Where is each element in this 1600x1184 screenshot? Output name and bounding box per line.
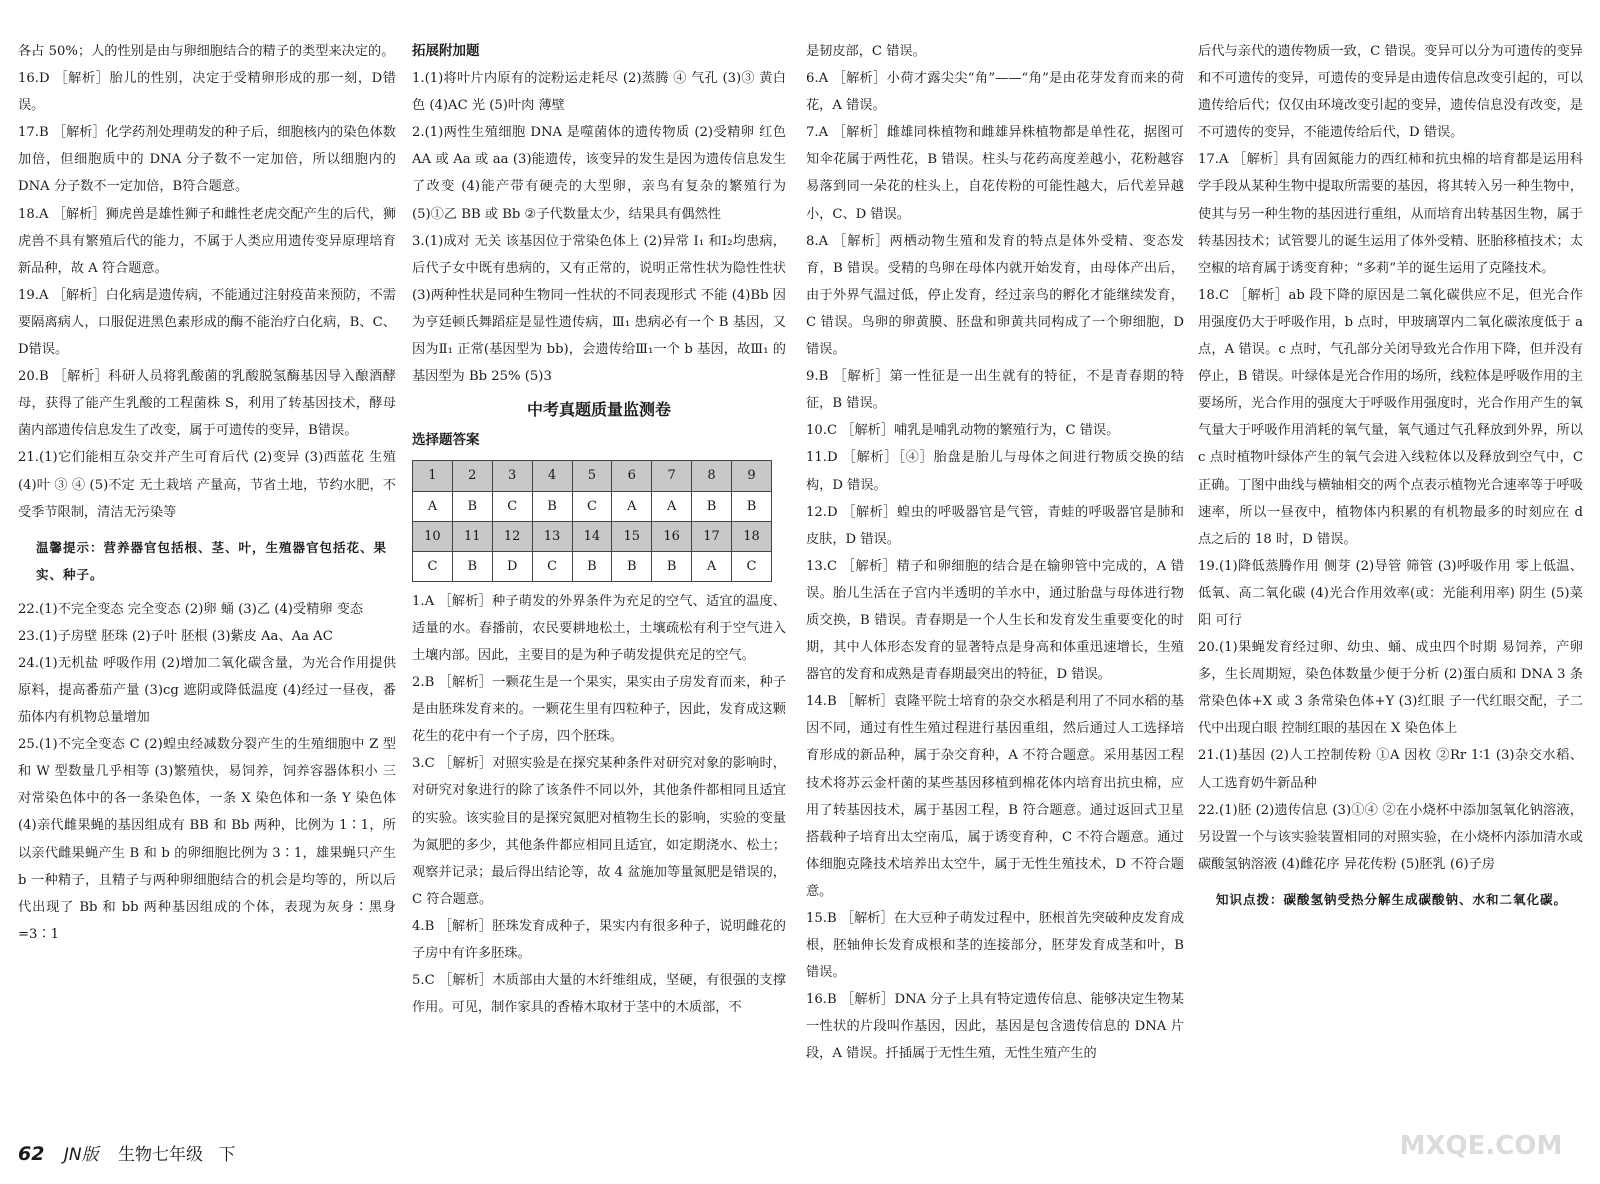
section-title: 拓展附加题 <box>412 43 480 59</box>
answer-paragraph: 6.A ［解析］小荷才露尖尖“角”——“角”是由花芽发育而来的荷花，A 错误。 <box>806 71 1184 114</box>
question-number: 13 <box>532 521 572 551</box>
answer-cell: B <box>612 551 652 581</box>
answer-paragraph: 1.(1)将叶片内原有的淀粉运走耗尽 (2)蒸腾 ④ 气孔 (3)③ 黄白色 (4)AC 光 (5)叶肉 薄壁 <box>412 71 786 114</box>
watermark-text: MXQE.COM <box>1399 1131 1563 1161</box>
answer-paragraph: 25.(1)不完全变态 C (2)蝗虫经减数分裂产生的生殖细胞中 Z 型和 W 型数量几乎相等 (3)繁殖快，易饲养，饲养容器体积小 三对常染色体中的各一条染色体，一条 X 染色体和一条 Y 染色体 (4)亲代雌果蝇的基因组成有 BB 和 Bb 两种，比例为 1∶1，所以亲代雌果蝇产生 B 和 b 的卵细胞比例为 3∶1，雄果蝇只产生 b 一种精子，且精子与两种卵细胞结合的机会是均等的，所以后代出现了 Bb 和 bb 两种基因组成的个体，表现为灰身∶黑身=3∶1 <box>18 737 396 942</box>
answer-paragraph: 3.C ［解析］对照实验是在探究某种条件对研究对象的影响时，对研究对象进行的除了该条件不同以外，其他条件都相同且适宜的实验。该实验目的是探究氮肥对植物生长的影响，实验的变量为氮肥的多少，其他条件都应相同且适宜，如定期浇水、松土；观察并记录；最后得出结论等，故 4 盆施加等量氮肥是错误的，C 符合题意。 <box>412 756 786 907</box>
edition-label: JN版 <box>63 1145 99 1165</box>
answer-paragraph: 17.B ［解析］化学药剂处理萌发的种子后，细胞核内的染色体数加倍，但细胞质中的 DNA 分子数不一定加倍，所以细胞内的 DNA 分子数不一定加倍，B符合题意。 <box>18 125 396 195</box>
column-3 <box>806 38 1184 1068</box>
answer-paragraph: 4.B ［解析］胚珠发育成种子，果实内有很多种子，说明雌花的子房中有许多胚珠。 <box>412 918 786 961</box>
answer-paragraph: 各占 50%；人的性别是由与卵细胞结合的精子的类型来决定的。 <box>18 44 395 59</box>
answer-cell: D <box>492 551 532 581</box>
answer-paragraph: 是韧皮部，C 错误。 <box>806 44 926 59</box>
column-4 <box>1198 38 1583 921</box>
answer-cell: C <box>492 491 532 521</box>
question-number: 14 <box>572 521 612 551</box>
answer-paragraph: 18.C ［解析］ab 段下降的原因是二氧化碳供应不足，但光合作用强度仍大于呼吸作用，b 点时，甲玻璃罩内二氧化碳浓度低于 a 点，A 错误。c 点时，气孔部分关闭导致光合作用下降，但并没有停止，B 错误。叶绿体是光合作用的场所，线粒体是呼吸作用的主要场所，光合作用的强度大于呼吸作用强度时，光合作用产生的氧气量大于呼吸作用消耗的氧气量，氧气通过气孔释放到外界，所以 c 点时植物叶绿体产生的氧气会进入线粒体以及释放到空气中，C 正确。丁图中曲线与横轴相交的两个点表示植物光合速率等于呼吸速率，所以一昼夜中，植物体内积累的有机物最多的时刻应在 d 点之后的 18 时，D 错误。 <box>1198 287 1583 547</box>
question-number: 6 <box>612 461 652 491</box>
answer-paragraph: 后代与亲代的遗传物质一致，C 错误。变异可以分为可遗传的变异和不可遗传的变异，可遗传的变异是由遗传信息改变引起的，可以遗传给后代；仅仅由环境改变引起的变异，遗传信息没有改变，是不可遗传的变异，不能遗传给后代，D 错误。 <box>1198 44 1583 141</box>
answer-paragraph: 19.(1)降低蒸腾作用 侧芽 (2)导管 筛管 (3)呼吸作用 零上低温、低氧、高二氧化碳 (4)光合作用效率(或：光能利用率) 阴生 (5)菜阳 可行 <box>1198 558 1583 628</box>
answer-paragraph: 1.A ［解析］种子萌发的外界条件为充足的空气、适宜的温度、适量的水。春播前，农民要耕地松土，土壤疏松有利于空气进入土壤内部。因此，主要目的是为种子萌发提供充足的空气。 <box>412 593 786 663</box>
page-number: 62 <box>18 1143 45 1165</box>
question-number: 12 <box>492 521 532 551</box>
answer-cell: C <box>732 551 772 581</box>
answer-paragraph: 22.(1)胚 (2)遗传信息 (3)①④ ②在小烧杯中添加氢氧化钠溶液，另设置一个与该实验装置相同的对照实验，在小烧杯内添加清水或碳酸氢钠溶液 (4)雌花序 异花传粉 (5)胚乳 (6)子房 <box>1198 802 1583 872</box>
answer-paragraph: 3.(1)成对 无关 该基因位于常染色体上 (2)异常 Ⅰ₁ 和Ⅰ₂均患病，后代子女中既有患病的，又有正常的，说明正常性状为隐性性状 (3)两种性状是同种生物同一性状的不同表现形式 不能 (4)Bb 因为亨廷顿氏舞蹈症是显性遗传病，Ⅲ₁ 患病必有一个 B 基因，又因为Ⅱ₁ 正常(基因型为 bb)，会遗传给Ⅲ₁一个 b 基因，故Ⅲ₁ 的基因型为 Bb 25% (5)3 <box>412 233 786 385</box>
answer-paragraph: 12.D ［解析］蝗虫的呼吸器官是气管，青蛙的呼吸器官是肺和皮肤，D 错误。 <box>806 504 1184 547</box>
answer-paragraph: 13.C ［解析］精子和卵细胞的结合是在输卵管中完成的，A 错误。胎儿生活在子宫内半透明的羊水中，通过胎盘与母体进行物质交换，B 错误。青春期是一个人生长和发育发生重要变化的时期，其中人体形态发育的显著特点是身高和体重迅速增长，生殖器官的发育和成熟是青春期最突出的特征，D 错误。 <box>806 558 1184 683</box>
answer-paragraph: 2.B ［解析］一颗花生是一个果实，果实由子房发育而来，种子是由胚珠发育来的。一颗花生里有四粒种子，因此，发育成这颗花生的花中有一个子房，四个胚珠。 <box>412 675 786 745</box>
question-number: 2 <box>452 461 492 491</box>
answer-paragraph: 20.(1)果蝇发育经过卵、幼虫、蛹、成虫四个时期 易饲养，产卵多，生长周期短，染色体数量少便于分析 (2)蛋白质和 DNA 3 条常染色体+X 或 3 条常染色体+Y (3)红眼 子一代红眼交配，子二代中出现白眼 控制红眼的基因在 X 染色体上 <box>1198 640 1583 737</box>
answer-paragraph: 22.(1)不完全变态 完全变态 (2)卵 蛹 (3)乙 (4)受精卵 变态 <box>18 601 364 617</box>
answer-paragraph: 14.B ［解析］袁隆平院士培育的杂交水稻是利用了不同水稻的基因不同，通过有性生殖过程进行基因重组，然后通过人工选择培育形成的新品种，属于杂交育种，A 不符合题意。采用基因工程技术将苏云金杆菌的某些基因移植到棉花体内培育出抗虫棉，应用了转基因技术，属于基因工程，B 符合题意。通过返回式卫星搭载种子培育出太空南瓜，属于诱变育种，C 不符合题意。通过体细胞克隆技术培养出太空牛，属于无性生殖技术，D 不符合题意。 <box>806 694 1184 899</box>
answer-paragraph: 15.B ［解析］在大豆种子萌发过程中，胚根首先突破种皮发育成根，胚轴伸长发育成根和茎的连接部分，胚芽发育成茎和叶，B 错误。 <box>806 911 1184 981</box>
question-number: 18 <box>732 521 772 551</box>
answer-cell: B <box>532 491 572 521</box>
page-footer <box>18 1140 245 1165</box>
answer-cell: C <box>572 491 612 521</box>
answer-cell: B <box>652 551 692 581</box>
watermark-logo <box>1376 1110 1586 1170</box>
answer-paragraph: 16.B ［解析］DNA 分子上具有特定遗传信息、能够决定生物某一性状的片段叫作基因，因此，基因是包含遗传信息的 DNA 片段，A 错误。扦插属于无性生殖，无性生殖产生的 <box>806 992 1184 1062</box>
answer-paragraph: 20.B ［解析］科研人员将乳酸菌的乳酸脱氢酶基因导入酿酒酵母，获得了能产生乳酸的工程菌株 S，利用了转基因技术，酵母菌内部遗传信息发生了改变，属于可遗传的变异，B错误。 <box>18 369 396 439</box>
answer-cell: A <box>413 491 453 521</box>
answer-table-header-row <box>413 521 772 551</box>
answer-cell: A <box>612 491 652 521</box>
question-number: 17 <box>692 521 732 551</box>
column-1 <box>18 38 396 948</box>
answer-paragraph: 18.A ［解析］狮虎兽是雄性狮子和雌性老虎交配产生的后代，狮虎兽不具有繁殖后代的能力，不属于人类应用遗传变异原理培育新品种，故 A 符合题意。 <box>18 206 396 276</box>
question-number: 16 <box>652 521 692 551</box>
answer-paragraph: 8.A ［解析］两栖动物生殖和发育的特点是体外受精、变态发育，B 错误。受精的鸟卵在母体内就开始发育，由母体产出后，由于外界气温过低，停止发育，经过亲鸟的孵化才能继续发育，C 错误。鸟卵的卵黄膜、胚盘和卵黄共同构成了一个卵细胞，D 错误。 <box>806 233 1184 358</box>
question-number: 3 <box>492 461 532 491</box>
answer-table-row <box>413 491 772 521</box>
answer-table <box>412 460 772 581</box>
table-label: 选择题答案 <box>412 432 480 449</box>
answer-paragraph: 21.(1)基因 (2)人工控制传粉 ①A 因枚 ②Rr 1∶1 (3)杂交水稻、人工选育奶牛新品种 <box>1198 748 1583 791</box>
question-number: 7 <box>652 461 692 491</box>
tip-note: 温馨提示：营养器官包括根、茎、叶，生殖器官包括花、果实、种子。 <box>36 539 388 582</box>
answer-cell: B <box>452 551 492 581</box>
answer-paragraph: 11.D ［解析］［④］胎盘是胎儿与母体之间进行物质交换的结构，D 错误。 <box>806 450 1184 493</box>
tip-note: 知识点拨：碳酸氢钠受热分解生成碳酸钠、水和二氧化碳。 <box>1216 891 1568 907</box>
answer-cell: A <box>652 491 692 521</box>
answer-paragraph: 16.D ［解析］胎儿的性别，决定于受精卵形成的那一刻，D错误。 <box>18 71 396 114</box>
answer-cell: C <box>413 551 453 581</box>
answer-paragraph: 24.(1)无机盐 呼吸作用 (2)增加二氧化碳含量，为光合作用提供原料，提高番茄产量 (3)cg 遮阴或降低温度 (4)经过一昼夜，番茄体内有机物总量增加 <box>18 655 396 726</box>
question-number: 4 <box>532 461 572 491</box>
question-number: 5 <box>572 461 612 491</box>
answer-cell: B <box>732 491 772 521</box>
answer-paragraph: 10.C ［解析］哺乳是哺乳动物的繁殖行为，C 错误。 <box>806 423 1120 439</box>
volume-label: 下 <box>218 1145 236 1165</box>
answer-paragraph: 9.B ［解析］第一性征是一出生就有的特征，不是青春期的特征，B 错误。 <box>806 369 1184 412</box>
answer-cell: A <box>692 551 732 581</box>
answer-cell: B <box>692 491 732 521</box>
question-number: 1 <box>413 461 453 491</box>
answer-cell: C <box>532 551 572 581</box>
column-2 <box>412 38 786 1021</box>
answer-cell: B <box>572 551 612 581</box>
answer-paragraph: 23.(1)子房壁 胚珠 (2)子叶 胚根 (3)紫皮 Aa、Aa AC <box>18 628 333 644</box>
question-number: 11 <box>452 521 492 551</box>
subject-label: 生物七年级 <box>118 1145 203 1165</box>
answer-paragraph: 17.A ［解析］具有固氮能力的西红柿和抗虫棉的培育都是运用科学手段从某种生物中提取所需要的基因，将其转入另一种生物中，使其与另一种生物的基因进行重组，从而培育出转基因生物，属于转基因技术；试管婴儿的诞生运用了体外受精、胚胎移植技术；太空椒的培育属于诱变育种；“多莉”羊的诞生运用了克隆技术。 <box>1198 152 1583 276</box>
exam-title: 中考真题质量监测卷 <box>526 400 671 420</box>
answer-table-header-row <box>413 461 772 491</box>
question-number: 8 <box>692 461 732 491</box>
answer-cell: B <box>452 491 492 521</box>
answer-paragraph: 5.C ［解析］木质部由大量的木纤维组成，坚硬，有很强的支撑作用。可见，制作家具的香椿木取材于茎中的木质部，不 <box>412 973 786 1016</box>
question-number: 15 <box>612 521 652 551</box>
answer-paragraph: 19.A ［解析］白化病是遗传病，不能通过注射疫苗来预防，不需要隔离病人，口服促进黑色素形成的酶不能治疗白化病，B、C、D错误。 <box>18 287 396 358</box>
answer-paragraph: 21.(1)它们能相互杂交并产生可育后代 (2)变异 (3)西蓝花 生殖 (4)叶 ③ ④ (5)不定 无土栽培 产量高，节省土地，节约水肥，不受季节限制，清洁无污染等 <box>18 450 396 520</box>
answer-paragraph: 2.(1)两性生殖细胞 DNA 是噬菌体的遗传物质 (2)受精卵 红色 AA 或 Aa 或 aa (3)能遗传，该变异的发生是因为遗传信息发生了改变 (4)能产带有硬壳的大型卵，亲鸟有复杂的繁殖行为 (5)①乙 BB 或 Bb ②子代数量太少，结果具有偶然性 <box>412 125 786 222</box>
question-number: 10 <box>413 521 453 551</box>
answer-table-row <box>413 551 772 581</box>
answer-paragraph: 7.A ［解析］雌雄同株植物和雌雄异株植物都是单性花，据图可知伞花属于两性花，B 错误。柱头与花药高度差越小，花粉越容易落到同一朵花的柱头上，自花传粉的可能性越大，后代差异越小，C、D 错误。 <box>806 125 1184 222</box>
question-number: 9 <box>732 461 772 491</box>
